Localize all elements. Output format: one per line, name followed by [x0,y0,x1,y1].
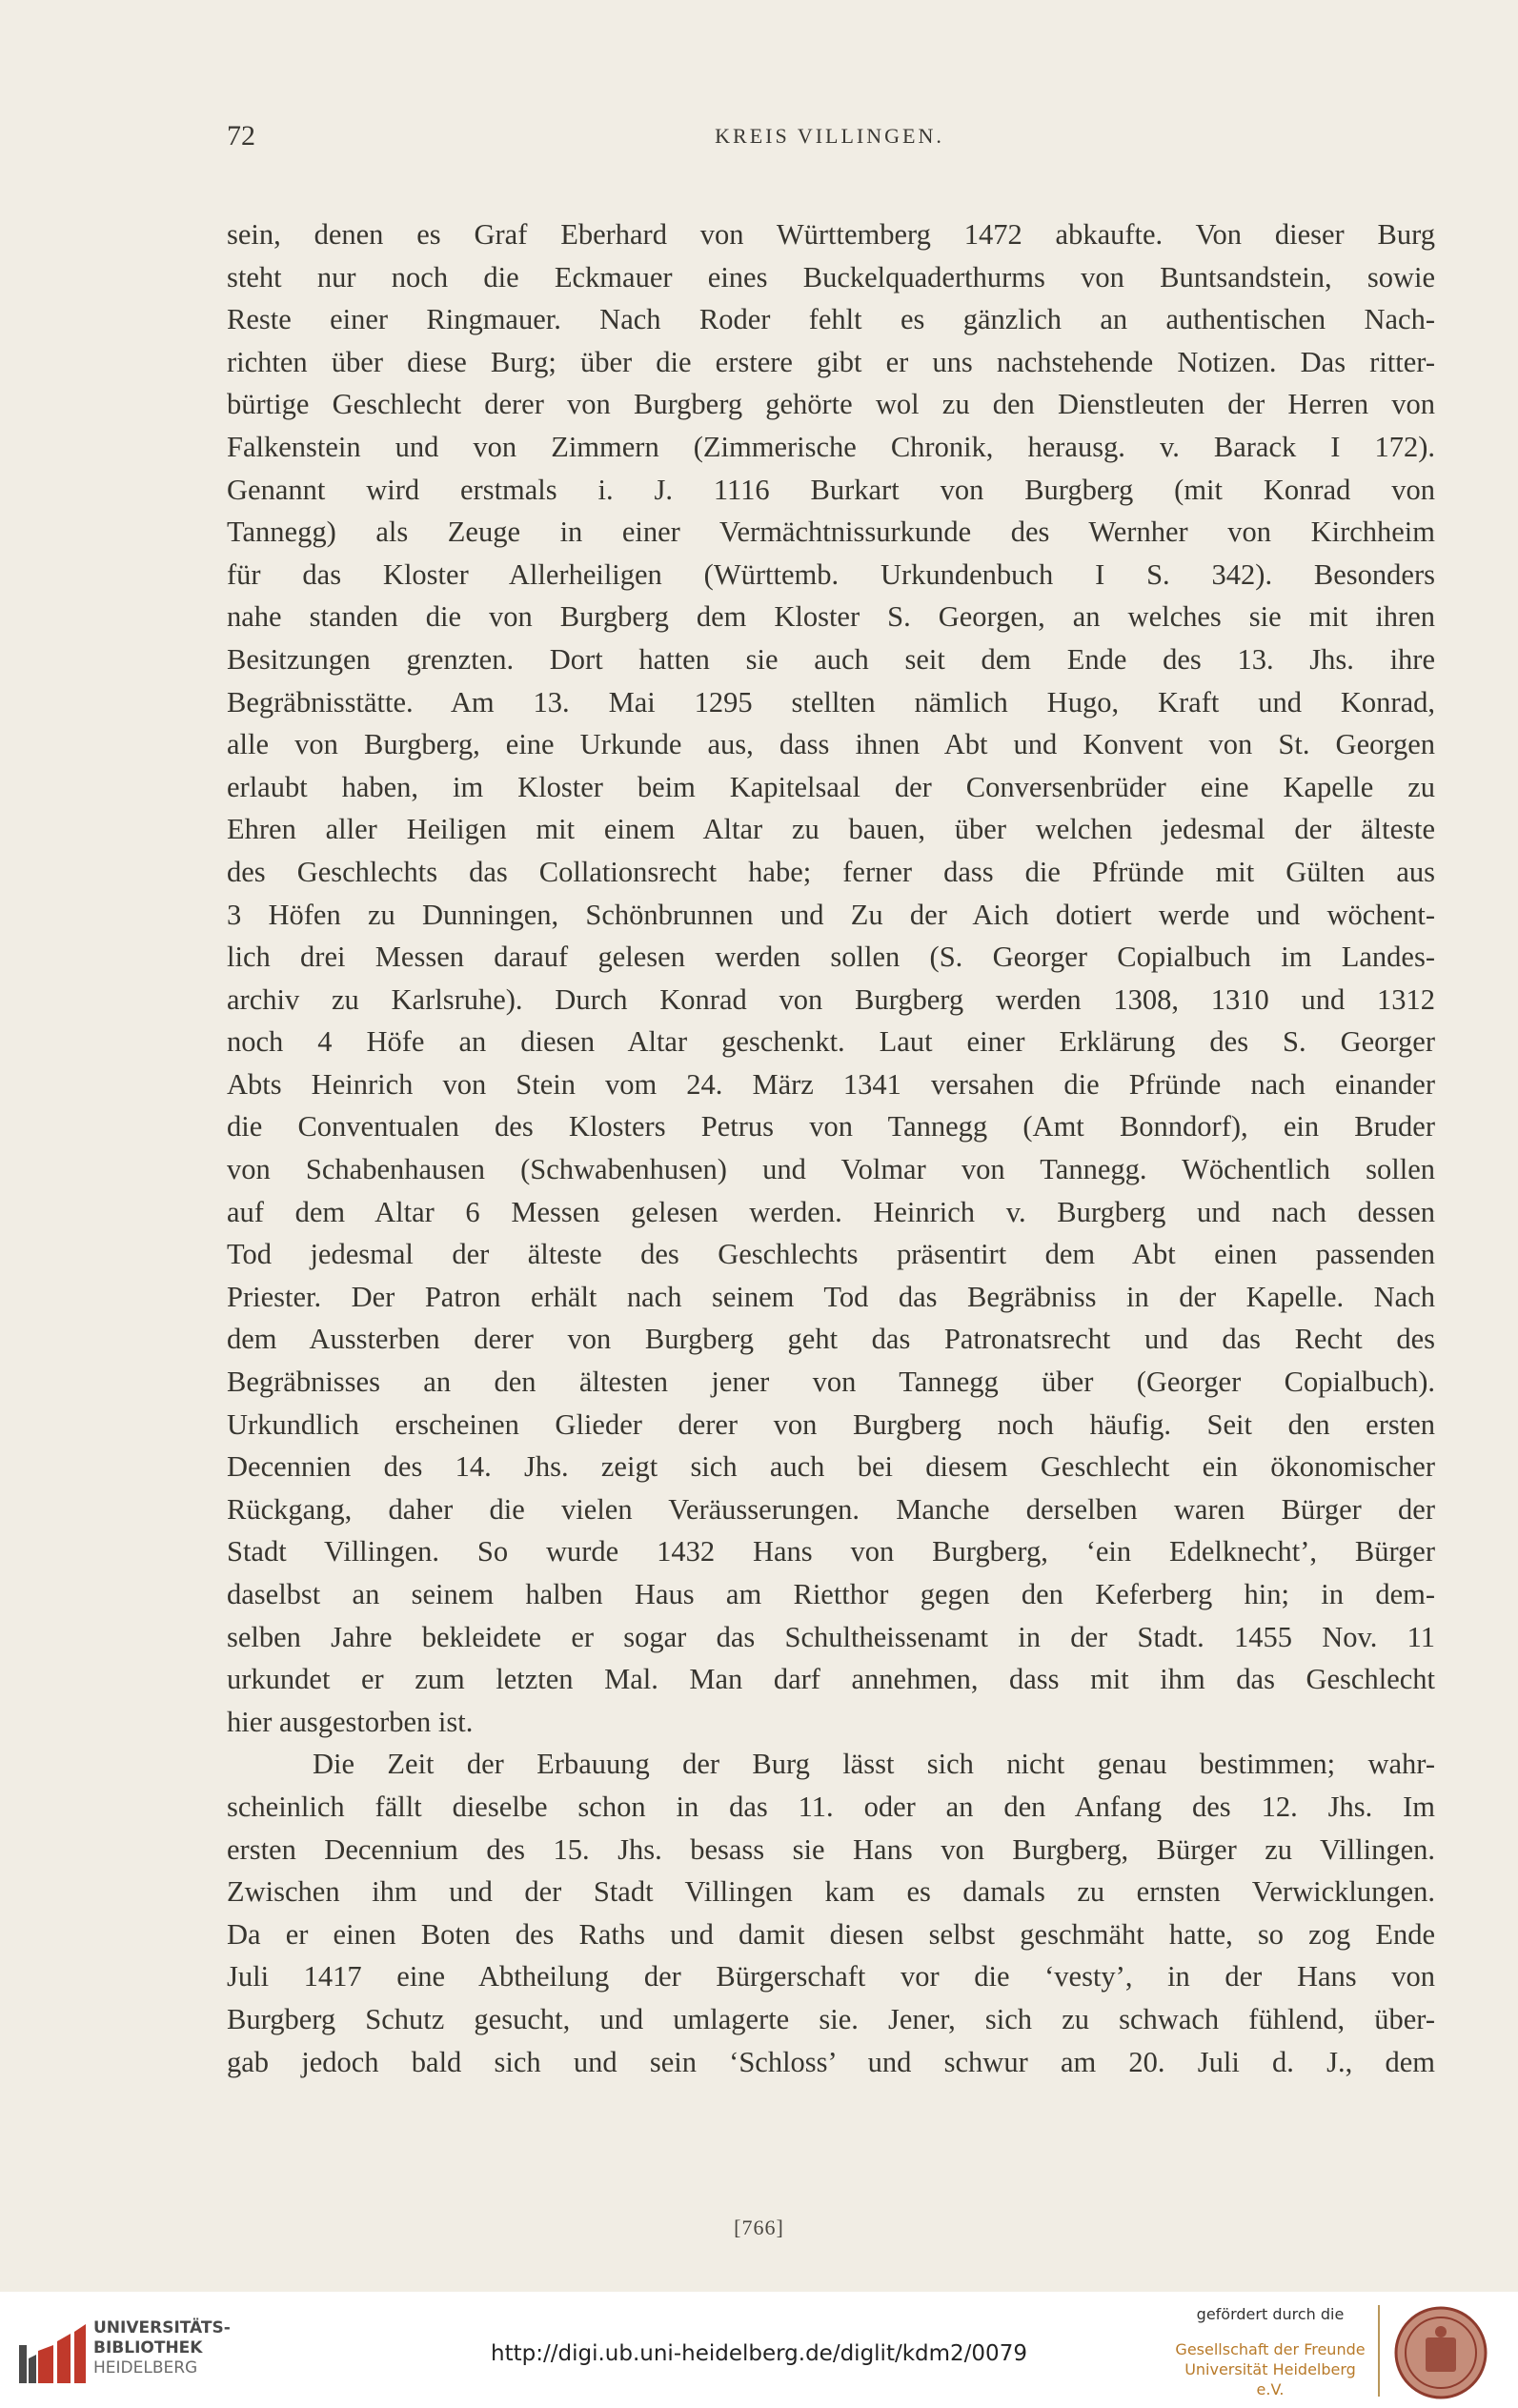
text-line: scheinlich fällt dieselbe schon in das 11. oder an den Anfang des 12. Jhs. Im [227,1790,1435,1823]
folio-number: [766] [734,2216,784,2239]
text-line: des Geschlechts das Collationsrecht habe; ferner dass die Pfründe mit Gülten aus [227,855,1435,888]
text-line: 3 Höfen zu Dunningen, Schönbrunnen und Zu der Aich dotiert werde und wöchent- [227,898,1435,931]
text-line: auf dem Altar 6 Messen gelesen werden. Heinrich v. Burgberg und nach dessen [227,1195,1435,1228]
permalink-url[interactable]: http://digi.ub.uni-heidelberg.de/diglit/kdm2/0079 [491,2341,1027,2366]
paragraph-first-line: Die Zeit der Erbauung der Burg lässt sich nicht genau bestimmen; wahr- [313,1748,1435,1781]
running-head [227,120,1432,158]
sponsor-name-line: Gesellschaft der Freunde [1175,2340,1366,2358]
text-line: Begräbnisses an den ältesten jener von Tannegg über (Georger Copialbuch). [227,1366,1435,1399]
text-line: gab jedoch bald sich und sein ‘Schloss’ und schwur am 20. Juli d. J., dem [227,2045,1435,2078]
footer-divider [1378,2305,1380,2397]
text-line: Genannt wird erstmals i. J. 1116 Burkart von Burgberg (mit Konrad von [227,473,1435,506]
text-line: ersten Decennium des 15. Jhs. besass sie Hans von Burgberg, Bürger zu Villingen. [227,1832,1435,1866]
sponsor-label: gefördert durch die [1196,2305,1345,2323]
text-line: Burgberg Schutz gesucht, und umlagerte sie. Jener, sich zu schwach fühlend, über- [227,2002,1435,2035]
text-line: urkundet er zum letzten Mal. Man darf annehmen, dass mit ihm das Geschlecht [227,1663,1435,1696]
text-line: Stadt Villingen. So wurde 1432 Hans von Burgberg, ‘ein Edelknecht’, Bürger [227,1535,1435,1568]
text-line: Urkundlich erscheinen Glieder derer von Burgberg noch häufig. Seit den ersten [227,1407,1435,1441]
university-seal-icon [1393,2305,1488,2400]
text-line: Tod jedesmal der älteste des Geschlechts präsentirt dem Abt einen passenden [227,1238,1435,1271]
text-line: lich drei Messen darauf gelesen werden sollen (S. Georger Copialbuch im Landes- [227,941,1435,974]
library-name-line: BIBLIOTHEK [93,2338,203,2357]
text-line: Decennien des 14. Jhs. zeigt sich auch bei diesem Geschlecht ein ökonomischer [227,1450,1435,1484]
text-line: bürtige Geschlecht derer von Burgberg gehörte wol zu den Dienstleuten der Herren von [227,388,1435,421]
body-text [227,213,1435,2083]
text-line: dem Aussterben derer von Burgberg geht das Patronatsrecht und das Recht des [227,1323,1435,1356]
text-line: Reste einer Ringmauer. Nach Roder fehlt es gänzlich an authentischen Nach- [227,303,1435,336]
text-line: steht nur noch die Eckmauer eines Buckelquaderthurms von Buntsandstein, sowie [227,260,1435,293]
text-line: Begräbnisstätte. Am 13. Mai 1295 stellten nämlich Hugo, Kraft und Konrad, [227,685,1435,718]
text-line: Tannegg) als Zeuge in einer Vermächtnissurkunde des Wernher von Kirchheim [227,516,1435,549]
library-name-line: UNIVERSITÄTS- [93,2318,231,2337]
text-line: Abts Heinrich von Stein vom 24. März 1341 versahen die Pfründe nach einander [227,1067,1435,1101]
page-number: 72 [227,120,255,152]
text-line: Zwischen ihm und der Stadt Villingen kam es damals zu ernsten Verwicklungen. [227,1875,1435,1909]
text-line: sein, denen es Graf Eberhard von Württemberg 1472 abkaufte. Von dieser Burg [227,218,1435,251]
digitization-footer [0,2292,1518,2408]
text-line: Ehren aller Heiligen mit einem Altar zu bauen, über welchen jedesmal der älteste [227,813,1435,846]
text-line: Juli 1417 eine Abtheilung der Bürgerschaft vor die ‘vesty’, in der Hans von [227,1960,1435,1993]
text-line: erlaubt haben, im Kloster beim Kapitelsaal der Conversenbrüder eine Kapelle zu [227,770,1435,803]
text-line: nahe standen die von Burgberg dem Kloster S. Georgen, an welches sie mit ihren [227,600,1435,634]
text-line: Falkenstein und von Zimmern (Zimmerische Chronik, herausg. v. Barack I 172). [227,430,1435,463]
text-line: archiv zu Karlsruhe). Durch Konrad von Burgberg werden 1308, 1310 und 1312 [227,982,1435,1016]
text-line: Da er einen Boten des Raths und damit diesen selbst geschmäht hatte, so zog Ende [227,1917,1435,1951]
text-line: daselbst an seinem halben Haus am Rietthor gegen den Keferberg hin; in dem- [227,1578,1435,1610]
text-line: Rückgang, daher die vielen Veräusserungen. Manche derselben waren Bürger der [227,1492,1435,1526]
text-line: Priester. Der Patron erhält nach seinem Tod das Begräbniss in der Kapelle. Nach [227,1280,1435,1313]
text-line: alle von Burgberg, eine Urkunde aus, dass ihnen Abt und Konvent von St. Georgen [227,728,1435,761]
text-line: für das Kloster Allerheiligen (Württemb. Urkundenbuch I S. 342). Besonders [227,557,1435,591]
text-line: noch 4 Höfe an diesen Altar geschenkt. Laut einer Erklärung des S. Georger [227,1025,1435,1059]
sponsor-name-line: Universität Heidelberg e.V. [1184,2360,1356,2398]
text-line: von Schabenhausen (Schwabenhusen) und Volmar von Tannegg. Wöchentlich sollen [227,1153,1435,1186]
text-line: Besitzungen grenzten. Dort hatten sie auch seit dem Ende des 13. Jhs. ihre [227,642,1435,676]
sponsor-name [1170,2339,1370,2399]
text-line: richten über diese Burg; über die erstere gibt er uns nachstehende Notizen. Das ritter- [227,345,1435,378]
library-name-line: HEIDELBERG [93,2358,198,2378]
running-title: KREIS VILLINGEN. [715,124,944,148]
paragraph-end-line: hier ausgestorben ist. [227,1705,474,1738]
text-line: die Conventualen des Klosters Petrus von Tannegg (Amt Bonndorf), ein Bruder [227,1110,1435,1143]
text-line: selben Jahre bekleidete er sogar das Schultheissenamt in der Stadt. 1455 Nov. 11 [227,1620,1435,1653]
